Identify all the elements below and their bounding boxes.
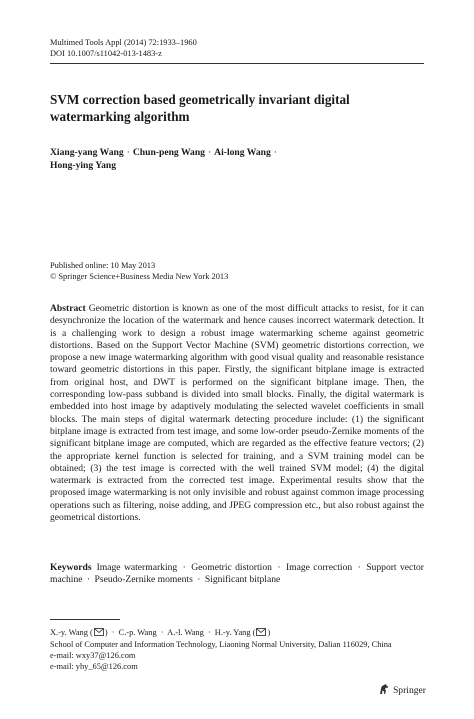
envelope-icon bbox=[256, 628, 266, 639]
author-name: Ai-long Wang bbox=[214, 147, 271, 158]
author-list bbox=[50, 146, 424, 172]
footnote-author: H.-y. Yang bbox=[214, 628, 251, 637]
journal-header bbox=[50, 37, 197, 59]
keywords-label: Keywords bbox=[50, 562, 92, 573]
copyright-line bbox=[50, 271, 228, 282]
footnote-author: X.-y. Wang bbox=[50, 628, 88, 637]
author-separator: · bbox=[207, 147, 212, 158]
keyword: Pseudo-Zernike moments bbox=[94, 574, 193, 586]
keyword: Support vector machine bbox=[50, 562, 424, 586]
author-separator: · bbox=[126, 147, 130, 158]
keyword-separator: · bbox=[277, 562, 281, 573]
envelope-icon bbox=[94, 628, 104, 639]
author-footnotes bbox=[50, 627, 424, 672]
footnote-author: A.-l. Wang bbox=[167, 628, 204, 637]
copyright-text: Springer Science+Business Media New York 2013 bbox=[58, 272, 229, 281]
footnote-divider bbox=[50, 619, 120, 620]
footnote-authors: X.-y. Wang ( ) · C.-p. Wang · A.-l. Wang · H.-y. Yang ( ) bbox=[50, 628, 271, 637]
keyword: Image watermarking bbox=[96, 562, 178, 573]
abstract-label: Abstract bbox=[50, 303, 86, 314]
author-name: Xiang-yang Wang bbox=[50, 147, 124, 158]
author-line-2 bbox=[50, 159, 424, 172]
author-separator: · bbox=[273, 147, 277, 158]
paper-title: SVM correction based geometrically invariant digital watermarking algorithm bbox=[50, 92, 350, 124]
keyword-separator: · bbox=[197, 574, 201, 586]
affiliation: School of Computer and Information Technology, Liaoning Normal University, Dalian 116029, China bbox=[50, 640, 392, 649]
copyright-symbol: © bbox=[50, 272, 57, 281]
email-2: e-mail: yhy_65@126.com bbox=[50, 662, 138, 671]
keyword: Geometric distortion bbox=[191, 562, 272, 573]
keyword: Significant bitplane bbox=[204, 574, 281, 586]
author-line-1 bbox=[50, 146, 424, 159]
keyword-separator: · bbox=[182, 562, 186, 573]
publisher-name: Springer bbox=[392, 685, 426, 696]
doi-line: DOI 10.1007/s11042-013-1483-z bbox=[50, 49, 162, 58]
author-name: Chun-peng Wang bbox=[132, 147, 205, 158]
publisher-mark bbox=[378, 683, 426, 698]
publication-info bbox=[50, 260, 228, 282]
header-divider bbox=[50, 63, 424, 64]
keyword-separator: · bbox=[357, 562, 361, 573]
springer-horse-icon bbox=[378, 683, 390, 698]
published-date: Published online: 10 May 2013 bbox=[50, 261, 156, 270]
footnote-separator: · bbox=[207, 628, 211, 637]
footnote-separator: · bbox=[111, 628, 115, 637]
keyword-separator: · bbox=[86, 574, 91, 586]
footnote-separator: · bbox=[160, 628, 164, 637]
email-1: e-mail: wxy37@126.com bbox=[50, 651, 136, 660]
author-name: Hong-ying Yang bbox=[50, 160, 117, 171]
abstract-text: Geometric distortion is known as one of the most difficult attacks to resist, for it can desynchronize the location of the watermark and hence causes incorrect watermark detection. It is a challenging work to design a robust image watermarking scheme against geometric distortions. Based on the Support Vector Machine (SVM) geometric distortions correction, we propose a new image watermarking algorithm with good visual quality and reasonable resistance toward geometric distortions in this paper. Firstly, the significant bitplane image is extracted from original host, and DWT is performed on the significant bitplane image. Then, the corresponding low-pass subband is divided into small blocks. Finally, the digital watermark is embedded into host image by adaptively modulating the selected wavelet coefficients in small blocks. The main steps of digital watermark detecting procedure include: (1) the significant bitplane image is extracted from test image, and some low-order pseudo-Zernike moments of the significant bitplane image are computed, which are regarded as the effective feature vectors; (2) the appropriate kernel function is selected for training, and a SVM training model can be obtained; (3) the test image is corrected with the well trained SVM model; (4) the digital watermark is extracted from the corrected test image. Experimental results show that the proposed image watermarking is not only invisible and robust against common image processing operations such as filtering, noise adding, and JPEG compression etc., but also robust against the geometrical distortions. bbox=[50, 303, 424, 524]
journal-citation: Multimed Tools Appl (2014) 72:1933–1960 bbox=[50, 38, 197, 47]
keyword-list bbox=[50, 562, 424, 585]
abstract-section bbox=[50, 303, 424, 524]
keyword: Image correction bbox=[285, 562, 353, 573]
footnote-author: C.-p. Wang bbox=[118, 628, 157, 637]
keywords-section bbox=[50, 562, 424, 587]
